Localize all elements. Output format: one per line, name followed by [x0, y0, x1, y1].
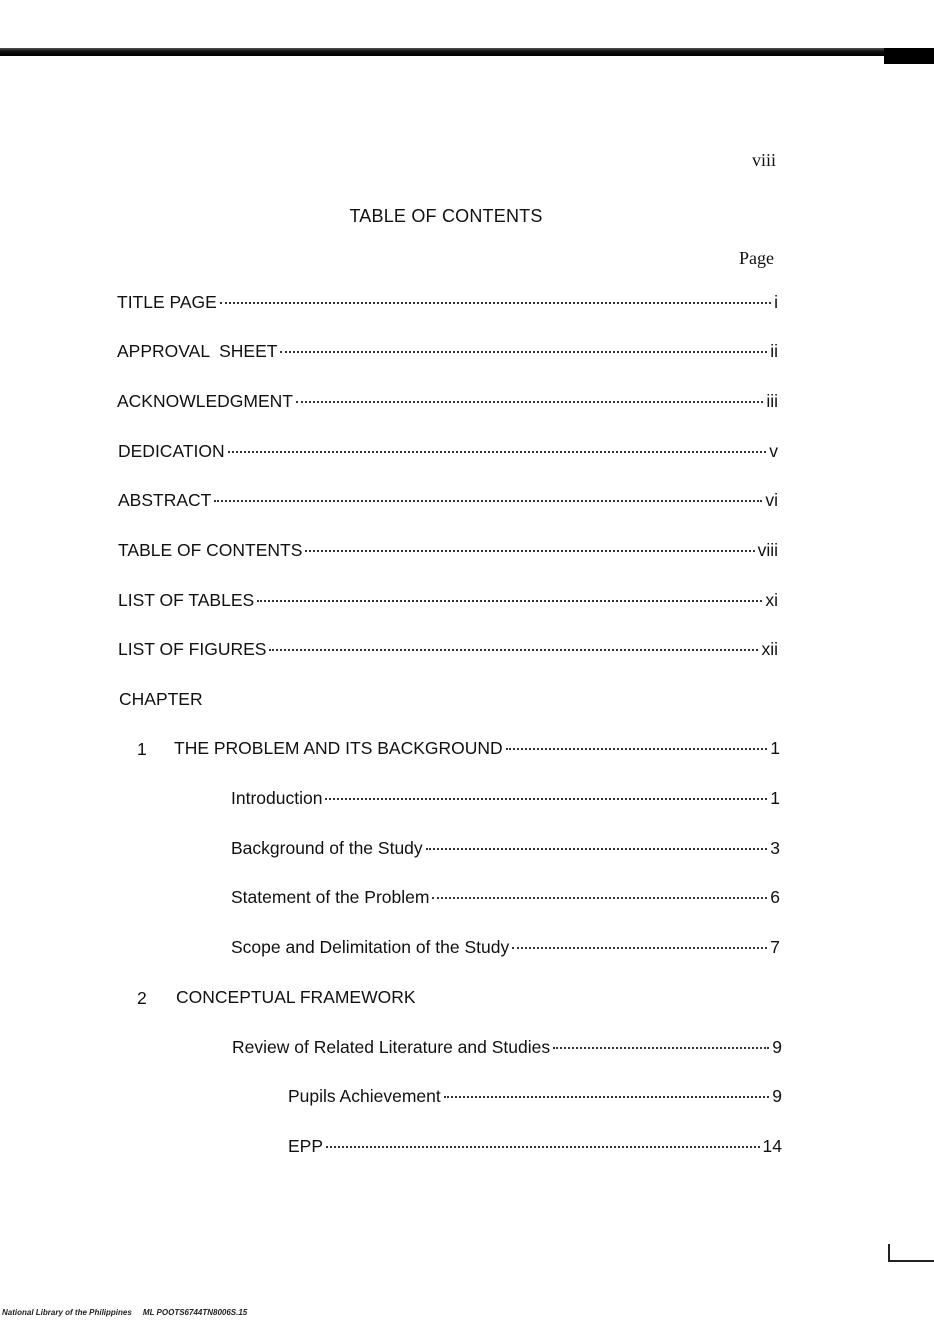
- toc-entry-page: i: [774, 292, 778, 312]
- toc-entry-background[interactable]: [231, 838, 780, 862]
- toc-entry-label: Scope and Delimitation of the Study: [231, 937, 510, 957]
- toc-entry-dedication[interactable]: [118, 441, 778, 465]
- page-number: viii: [752, 150, 777, 170]
- toc-entry-page: 9: [772, 1086, 782, 1106]
- dot-leader: [220, 302, 771, 304]
- toc-entry-page: 1: [770, 738, 780, 758]
- toc-entry-label: TABLE OF CONTENTS: [118, 540, 303, 560]
- dot-leader: [228, 451, 767, 453]
- chapter-number: 2: [137, 988, 147, 1008]
- dot-leader: [506, 748, 768, 750]
- toc-entry-page: vi: [765, 490, 778, 510]
- toc-entry-page: 9: [772, 1037, 782, 1057]
- toc-entry-page: viii: [757, 540, 778, 560]
- toc-entry-label: Statement of the Problem: [231, 887, 430, 907]
- toc-entry-review-literature[interactable]: [232, 1037, 782, 1061]
- dot-leader: [553, 1047, 769, 1049]
- dot-leader: [296, 401, 763, 403]
- toc-entry-label: ACKNOWLEDGMENT: [117, 391, 293, 411]
- toc-entry-page: xi: [765, 590, 778, 610]
- toc-entry-label: THE PROBLEM AND ITS BACKGROUND: [174, 738, 503, 758]
- toc-entry-acknowledgment[interactable]: [117, 391, 778, 415]
- dot-leader: [444, 1096, 770, 1098]
- toc-entry-label: ABSTRACT: [118, 490, 212, 510]
- toc-entry-page: ii: [770, 341, 778, 361]
- dot-leader: [325, 798, 767, 800]
- toc-entry-page: 7: [770, 937, 780, 957]
- chapter-title[interactable]: CONCEPTUAL FRAMEWORK: [176, 987, 416, 1007]
- footer-watermark: National Library of the Philippines ML POOTS6744TN8006S.15: [2, 1308, 248, 1317]
- toc-entry-scope-delimitation[interactable]: [231, 937, 780, 961]
- toc-entry-table-of-contents[interactable]: [118, 540, 778, 564]
- dot-leader: [257, 600, 762, 602]
- toc-entry-page: iii: [766, 391, 778, 411]
- toc-entry-label: Background of the Study: [231, 838, 423, 858]
- chapter-heading: CHAPTER: [119, 689, 203, 709]
- toc-entry-page: v: [769, 441, 778, 461]
- page-title: TABLE OF CONTENTS: [349, 206, 543, 226]
- toc-entry-list-of-tables[interactable]: [118, 590, 778, 614]
- toc-entry-label: Review of Related Literature and Studies: [232, 1037, 551, 1057]
- dot-leader: [214, 500, 762, 502]
- toc-entry-pupils-achievement[interactable]: [288, 1086, 782, 1110]
- toc-entry-label: APPROVAL SHEET: [117, 341, 278, 361]
- toc-entry-label: Introduction: [231, 788, 323, 808]
- chapter-number: 1: [137, 739, 147, 759]
- dot-leader: [305, 550, 754, 552]
- toc-entry-label: TITLE PAGE: [117, 292, 217, 312]
- toc-entry-page: 3: [770, 838, 780, 858]
- toc-entry-list-of-figures[interactable]: [118, 639, 778, 663]
- toc-entry-statement-of-problem[interactable]: [231, 887, 780, 911]
- dot-leader: [269, 649, 758, 651]
- toc-entry-page: 6: [770, 887, 780, 907]
- toc-entry-chapter-1[interactable]: [174, 738, 780, 762]
- scan-top-border: [0, 48, 934, 56]
- toc-entry-page: 1: [770, 788, 780, 808]
- toc-entry-approval-sheet[interactable]: [117, 341, 778, 365]
- toc-entry-page: xii: [761, 639, 778, 659]
- toc-entry-page: 14: [762, 1136, 782, 1156]
- toc-entry-title-page[interactable]: [117, 292, 778, 316]
- dot-leader: [326, 1146, 760, 1148]
- toc-entry-introduction[interactable]: [231, 788, 780, 812]
- toc-entry-label: LIST OF FIGURES: [118, 639, 267, 659]
- dot-leader: [432, 897, 767, 899]
- dot-leader: [280, 351, 767, 353]
- dot-leader: [426, 848, 768, 850]
- toc-entry-label: DEDICATION: [118, 441, 225, 461]
- toc-entry-label: Pupils Achievement: [288, 1086, 441, 1106]
- toc-entry-label: LIST OF TABLES: [118, 590, 255, 610]
- toc-entry-label: EPP: [288, 1136, 324, 1156]
- dot-leader: [512, 947, 767, 949]
- toc-entry-abstract[interactable]: [118, 490, 778, 514]
- scan-border-corner: [884, 48, 934, 64]
- page-column-label: Page: [739, 248, 774, 268]
- toc-entry-epp[interactable]: [288, 1136, 782, 1160]
- scan-corner-mark: [888, 1244, 934, 1262]
